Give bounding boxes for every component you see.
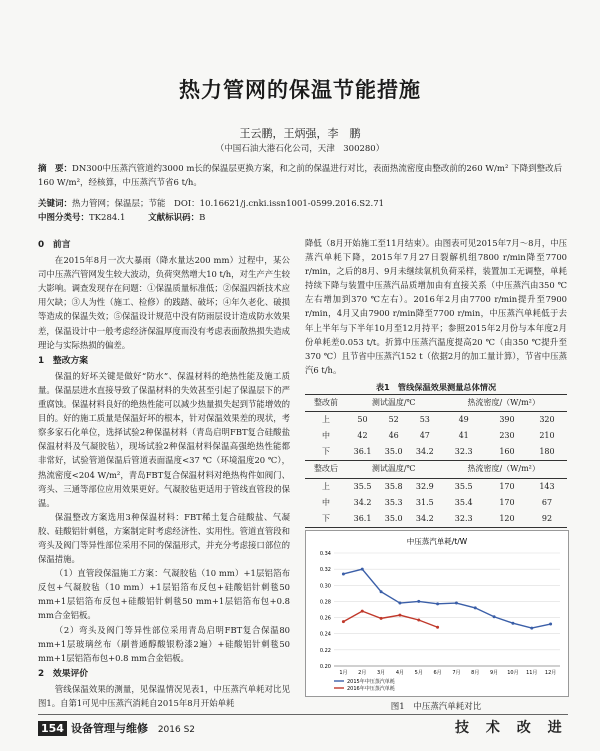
data-point [398, 602, 401, 605]
x-tick-label: 9月 [489, 670, 499, 676]
y-tick-label: 0.32 [319, 567, 331, 574]
table-cell: 36.1 [347, 511, 378, 528]
issue: 2016 S2 [157, 725, 196, 735]
table-cell: 120 [487, 511, 527, 528]
table-cell: 上 [321, 481, 330, 491]
y-tick-label: 0.26 [319, 615, 331, 622]
page-title: 热力管网的保温节能措施 [179, 78, 421, 102]
section-1-paragraph-3: （1）直管段保温施工方案：气凝胶毡（10 mm）+1层铝箔布反包+气凝胶毡（10 mm）+1层铝箔布反包+硅酸铝针刺毯50 mm+1层铝箔布反包+硅酸铝针刺毯50 mm+1层铝箔布包+0.8 mm合金铝板。 [38, 568, 290, 621]
table-cell: 170 [499, 497, 515, 507]
table-cell: 320 [539, 415, 555, 425]
table-header-cell: 整改后 [305, 461, 347, 478]
abstract-text: DN300中压蒸汽管道约3000 m长的保温层更换方案，和之前的保温进行对比，表面热流密度由整改前的260 W/m² 下降到整改后160 W/m²，经核算，中压蒸汽节省6 t/h。 [38, 164, 563, 188]
table-cell: 35.5 [353, 481, 372, 491]
section-2-heading: 2 效果评价 [38, 668, 89, 679]
table-cell: 46 [388, 431, 399, 441]
table-cell: 170 [499, 481, 515, 491]
series-line [343, 569, 550, 628]
right-paragraph-1: 降低（8月开始施工至11月结束）。由图表可见2015年7月～8月，中压蒸汽单耗下降，2015年7月27日裂解机组7800 r/min降至7700 r/min，之后的8月、9月未继续氧机负荷采样，装置加工无调整，单耗持续下降与装置中压蒸汽品质增加由有直接关系（中压蒸汽由350 ℃左右增加到370 ℃左右）。2016年2月由7700 r/min提升至7900 r/min，4月又由7900 r/min降至7700 r/min，中压蒸汽单耗低于去年上半年与下半年10月至12月持平；参照2015年2月份与本年度2月份单耗差0.053 t/t。折算中压蒸汽温度提高20 ℃（由350 ℃提升至370 ℃）且节省中压蒸汽152 t（依据2月的加工量计算），节省中压蒸汽6 t/h。 [305, 238, 567, 375]
section-0-paragraph: 在2015年8月一次大暴雨（降水量达200 mm）过程中，某公司中压蒸汽管网发生较大波动，负荷突然增大10 t/h，对生产产生较大影响。调查发现存在问题：①保温质量标准低；②保温四新技术应用欠缺；③人为性（施工、检修）的践踏、破坏；④年久老化、破损等造成的保温失效；⑤保温设计规范中没有防雨层设计造成防水效果差，保温设计中一般考虑经济保温厚度而没有考虑表面散热损失造成理论与实际热损的偏差。 [38, 255, 290, 350]
insulation-table [305, 394, 567, 528]
data-point [361, 610, 364, 613]
class-code: TK284.1 [89, 213, 126, 223]
series-line [343, 611, 437, 627]
legend-label: 2016年中压蒸汽单耗 [347, 686, 395, 692]
table-cell: 143 [539, 481, 555, 491]
table-header-cell: 热流密度/（W/m²） [440, 395, 567, 412]
table-header-cell: 测试温度/℃ [347, 395, 440, 412]
table-cell: 210 [539, 431, 555, 441]
data-point [361, 568, 364, 571]
data-point [549, 623, 552, 626]
footer-divider [38, 714, 568, 715]
footer-section: 技 术 改 进 [455, 720, 568, 736]
consumption-chart [305, 530, 569, 697]
section-2-paragraph: 管线保温效果的测量，见保温情况见表1，中压蒸汽单耗对比见图1。自第1可见中压蒸汽消耗自2015年8月开始单耗 [38, 683, 290, 708]
y-tick-label: 0.22 [319, 647, 331, 654]
data-point [436, 602, 439, 605]
y-tick-label: 0.30 [319, 583, 331, 590]
keywords [38, 197, 568, 211]
section-1-paragraph-2: 保温整改方案选用3种保温材料：FBT稀土复合硅酸盐、气凝胶、硅酸铝针刺毯，方案制定时考虑经济性、实用性。管道直管段和弯头及阀门等异性部位采用不同的保温形式，并充分考虑接口部位的保温措施。 [38, 511, 290, 565]
x-tick-label: 1月 [339, 670, 348, 676]
table-cell: 32.9 [415, 481, 434, 491]
table-cell: 35.0 [378, 511, 409, 528]
table-header-before [305, 395, 567, 412]
table-header-after [305, 461, 567, 478]
keywords-label: 关键词： [38, 199, 73, 209]
table-cell: 下 [305, 444, 347, 461]
table-cell: 42 [357, 431, 368, 441]
table-cell: 下 [305, 511, 347, 528]
x-tick-label: 7月 [452, 670, 461, 676]
data-point [436, 626, 439, 629]
data-point [530, 627, 533, 630]
table-cell: 34.2 [409, 511, 440, 528]
table-cell: 34.2 [353, 497, 372, 507]
chart-svg [306, 531, 568, 696]
table-row-before [305, 428, 567, 444]
data-point [474, 606, 477, 609]
data-point [398, 614, 401, 617]
figure-caption: 图1 中压蒸汽单耗对比 [390, 702, 482, 712]
y-tick-label: 0.24 [319, 631, 331, 638]
table-header-cell: 热流密度/（W/m²） [440, 461, 567, 478]
x-tick-label: 5月 [414, 670, 423, 676]
data-point [455, 602, 458, 605]
table-cell: 390 [499, 415, 515, 425]
left-column [38, 236, 290, 710]
section-1-paragraph-4: （2）弯头及阀门等异性部位采用青岛启明FBT复合保温80 mm+1层玻璃丝布（刷普通醇酸银粉漆2遍）+硅酸铝针刺毯50 mm+1层铝箔布包+0.8 mm合金铝板。 [38, 624, 290, 663]
page-number: 154 [38, 721, 67, 736]
abstract [38, 162, 568, 190]
keywords-text: 热力管网；保温层；节能 DOI：10.16621/j.cnki.issn1001-0599.2016.S2.71 [72, 199, 385, 209]
table-cell: 35.3 [384, 497, 403, 507]
table-cell: 230 [499, 431, 515, 441]
table-cell: 67 [541, 497, 553, 507]
table-cell: 35.0 [378, 444, 409, 461]
table-header-cell: 测试温度/℃ [347, 461, 440, 478]
doc-label: 文献标识码： [148, 213, 200, 223]
table-cell: 中 [321, 431, 330, 441]
x-tick-label: 6月 [433, 670, 442, 676]
x-tick-label: 2月 [358, 670, 367, 676]
authors: 王云鹏，王炳强，李 鹏 [239, 127, 361, 140]
section-0-heading: 0 前言 [38, 240, 71, 250]
classification [38, 211, 568, 225]
data-point [380, 590, 383, 593]
table-row-before [305, 444, 567, 461]
data-point [417, 600, 420, 603]
x-tick-label: 12月 [544, 670, 557, 676]
table-cell: 35.8 [384, 481, 403, 491]
data-point [342, 620, 345, 623]
table-cell: 32.3 [440, 444, 487, 461]
table-cell: 35.5 [454, 481, 473, 491]
table-caption: 表1 管线保温效果测量总体情况 [375, 381, 497, 392]
right-column [305, 236, 567, 528]
x-tick-label: 3月 [376, 670, 386, 676]
table-cell: 36.1 [347, 444, 378, 461]
table-cell: 180 [527, 444, 567, 461]
x-tick-label: 4月 [395, 670, 405, 676]
legend-label: 2015年中压蒸汽单耗 [347, 679, 395, 685]
affiliation: （中国石油大港石化公司，天津 300280） [215, 144, 385, 154]
abstract-label: 摘 要： [38, 164, 73, 174]
table-row-after [305, 511, 567, 528]
table-header-cell: 整改前 [305, 395, 347, 412]
data-point [380, 617, 383, 620]
table-cell: 35.4 [454, 497, 473, 507]
y-tick-label: 0.20 [319, 664, 331, 670]
data-point [417, 618, 420, 621]
table-cell: 上 [321, 415, 330, 425]
table-cell: 31.5 [415, 497, 434, 507]
table-row-before [305, 412, 567, 429]
table-cell: 41 [458, 431, 469, 441]
x-tick-label: 8月 [471, 670, 480, 676]
table-cell: 47 [419, 431, 430, 441]
table-cell: 160 [487, 444, 527, 461]
chart-title: 中压蒸汽单耗/t/W [406, 537, 468, 546]
table-row-after [305, 495, 567, 511]
data-point [493, 615, 496, 618]
data-point [342, 572, 345, 575]
data-point [511, 622, 514, 625]
table-row-after [305, 478, 567, 495]
section-1-heading: 1 整改方案 [38, 355, 89, 366]
y-tick-label: 0.28 [319, 599, 331, 606]
table-cell: 中 [321, 497, 330, 507]
y-tick-label: 0.34 [319, 551, 331, 557]
table-cell: 49 [458, 415, 469, 425]
journal-name: 设备管理与维修 [70, 722, 148, 735]
table-cell: 92 [527, 511, 567, 528]
x-tick-label: 11月 [526, 670, 538, 676]
table-cell: 52 [388, 415, 399, 425]
class-label: 中图分类号： [38, 213, 90, 223]
footer-journal [38, 720, 195, 736]
x-tick-label: 10月 [507, 670, 519, 676]
doc-code: B [199, 213, 206, 223]
table-cell: 32.3 [440, 511, 487, 528]
table-cell: 34.2 [409, 444, 440, 461]
section-1-paragraph-1: 保温的好坏关键是做好“防水”、保温材料的绝热性能及施工质量。保温层进水直接导致了保温材料的失效甚至引起了保温层下的严重腐蚀。保温材料良好的绝热性能可以减少热量损失起到节能增效的目的。好的施工质量是保温好坏的根本，针对保温效果差的现状，考察多家石化单位，选择试验2种保温材料（青岛启明FBT复合硅酸盐保温材料及气凝胶毡），现场试验2种保温材料保温高强绝热性能都非常好，试验管道保温后管道表面温度<37 ℃（环境温度20 ℃），热流密度<204 W/m²，青岛FBT复合保温材料对绝热构件如阀门、弯头、三通等部位应用效果更好。气凝胶毡更适用于管线直管段的保温。 [38, 370, 290, 508]
table-cell: 53 [419, 415, 430, 425]
table-cell: 50 [357, 415, 368, 425]
